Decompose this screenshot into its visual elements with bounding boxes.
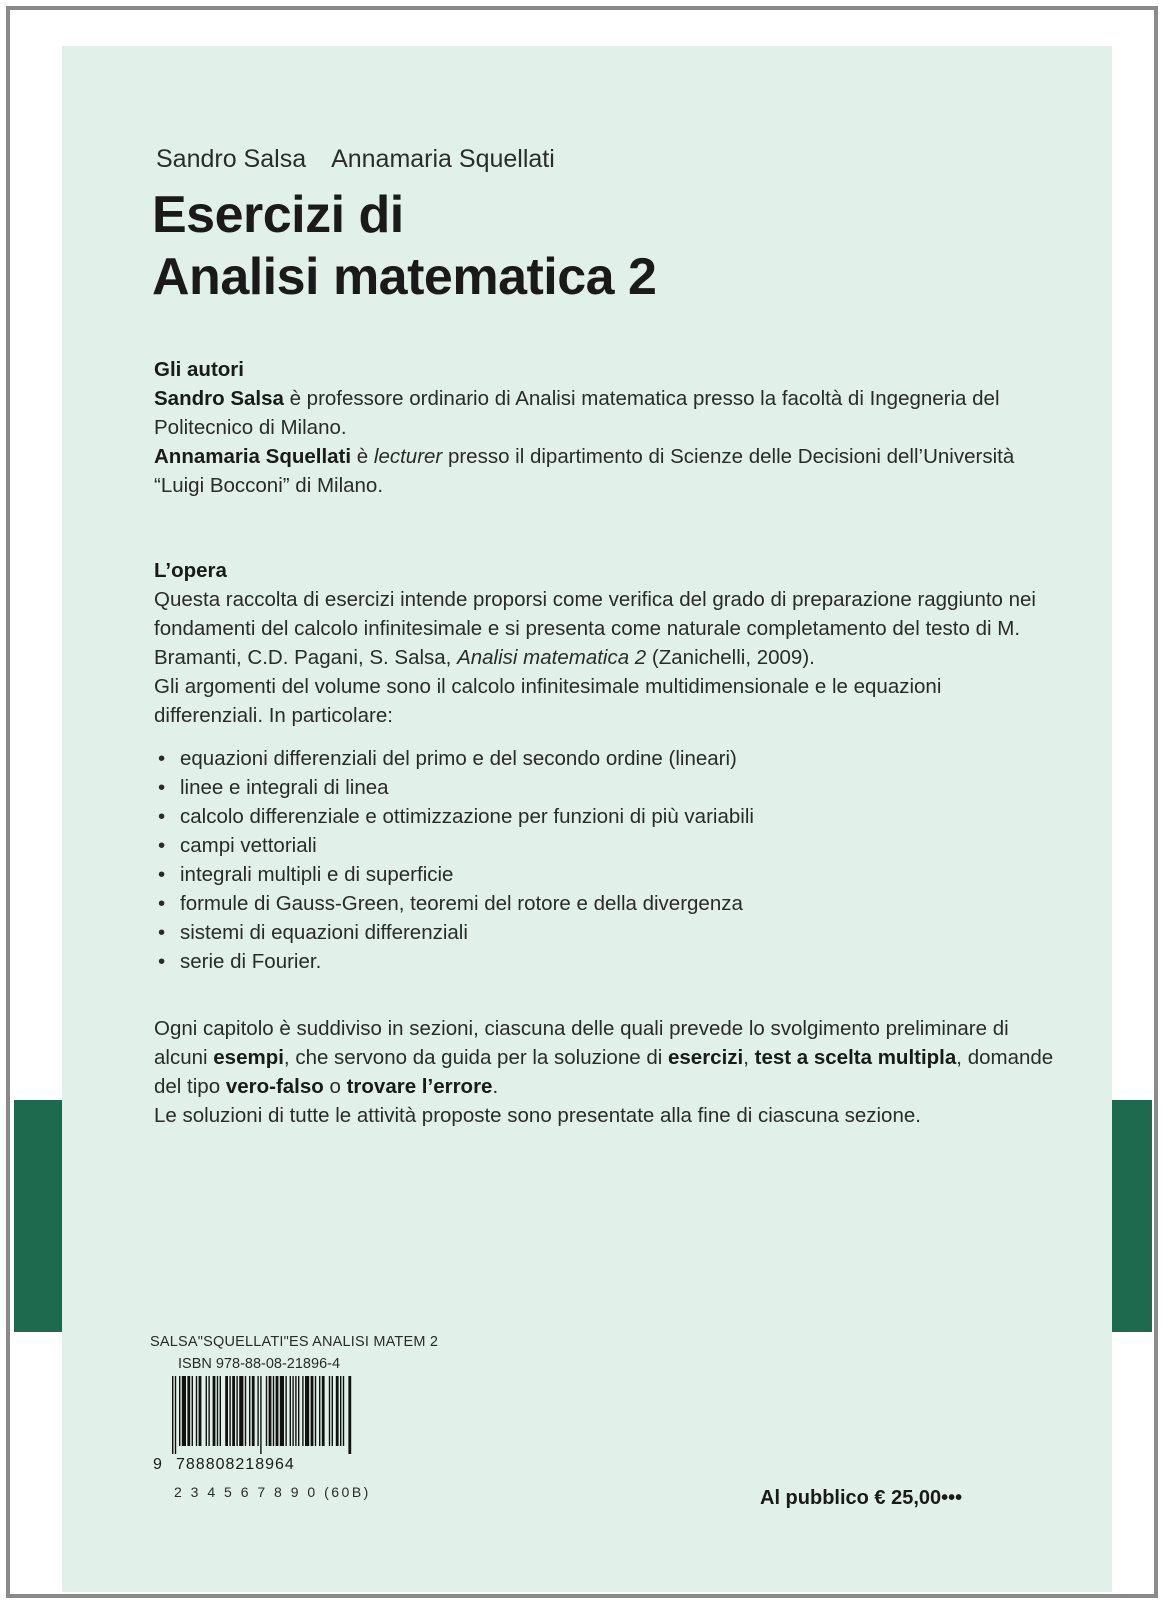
barcode-bar (179, 1376, 180, 1446)
barcode-bar (229, 1376, 230, 1446)
green-band-right (1112, 1100, 1152, 1332)
list-item: • campi vettoriali (154, 831, 1054, 860)
ean-first-digit: 9 (153, 1456, 162, 1473)
barcode-bar (257, 1376, 258, 1446)
cover-author: Annamaria Squellati (331, 145, 555, 173)
barcode-bar (315, 1376, 316, 1446)
list-item: • formule di Gauss-Green, teoremi del rotore e della divergenza (154, 889, 1054, 918)
barcode-bar (196, 1376, 197, 1446)
author-name: Annamaria Squellati (154, 445, 352, 468)
barcode-bar (206, 1376, 207, 1446)
author-bio-text: è (351, 445, 374, 468)
cover-authors (156, 145, 555, 174)
author-bio (154, 384, 1054, 442)
closing-text: . (492, 1075, 499, 1098)
author-role: lecturer (373, 445, 443, 468)
barcode-bar (269, 1376, 272, 1446)
opera-text: Questa raccolta di esercizi intende proporsi come verifica del grado di preparazione raggiunto nei fondamenti del calcolo infinitesimale e si presenta come naturale completamento del testo di M. Bramanti, C.D. Pagani, S. Salsa, (154, 588, 1036, 669)
barcode-bar (322, 1376, 325, 1446)
closing-section (154, 1014, 1054, 1130)
barcode-bar (319, 1376, 320, 1446)
barcode-bar (280, 1376, 284, 1446)
barcode-bar (266, 1376, 267, 1446)
barcode-bar (298, 1376, 299, 1446)
list-item: • serie di Fourier. (154, 947, 1054, 976)
closing-bold: esercizi (667, 1046, 744, 1069)
barcode-bar (329, 1376, 330, 1446)
book-title (152, 184, 656, 308)
author-bio-text: presso il dipartimento di Scienze delle Decisioni dell’Università “Luigi Bocconi” di Milano. (154, 445, 1015, 497)
barcode-bar (199, 1376, 202, 1446)
barcode-bar (285, 1376, 286, 1446)
barcode-bar (332, 1376, 333, 1446)
barcode-bar (305, 1376, 309, 1446)
closing-text: Ogni capitolo è suddiviso in sezioni, ciascuna delle quali prevede lo svolgimento preliminare di alcuni (154, 1017, 1009, 1069)
barcode-bar (290, 1376, 291, 1446)
barcode-bar (236, 1376, 237, 1446)
barcode-bar (172, 1376, 173, 1454)
author-bio-text: è professore ordinario di Analisi matematica presso la facoltà di Ingegneria del Politecnico di Milano. (154, 387, 1000, 439)
closing-bold: esempi (213, 1046, 284, 1069)
closing-paragraph (154, 1014, 1054, 1101)
referenced-book: Analisi matematica 2 (457, 646, 647, 669)
barcode-bar (175, 1376, 176, 1454)
authors-section (154, 355, 1054, 500)
opera-text: (Zanichelli, 2009). (646, 646, 815, 669)
barcode (170, 1376, 354, 1454)
author-name: Sandro Salsa (154, 387, 284, 410)
closing-bold: vero-falso (225, 1075, 324, 1098)
print-code: 2 3 4 5 6 7 8 9 0 (60B) (174, 1484, 371, 1500)
topics-list (154, 744, 1054, 976)
cover-author: Sandro Salsa (156, 145, 307, 173)
barcode-bar (276, 1376, 279, 1446)
barcode-bar (187, 1376, 190, 1446)
ean-digits: 788808218964 (176, 1456, 295, 1473)
barcode-bar (273, 1376, 274, 1446)
barcode-bar (213, 1376, 216, 1446)
book-title-line: Esercizi di (152, 186, 404, 244)
barcode-caption: SALSA"SQUELLATI"ES ANALISI MATEM 2 (150, 1334, 439, 1350)
barcode-bar (182, 1376, 186, 1446)
opera-paragraph: Gli argomenti del volume sono il calcolo infinitesimale multidimensionale e le equazioni differenziali. In particolare: (154, 675, 942, 727)
opera-heading: L’opera (154, 559, 227, 582)
closing-text: o (323, 1075, 347, 1098)
opera-section (154, 556, 1054, 976)
barcode-bar (245, 1376, 246, 1446)
closing-text: , domande del tipo (154, 1046, 1054, 1098)
barcode-bar (340, 1376, 341, 1446)
green-band-left (14, 1100, 62, 1332)
closing-text: , che servono da guida per la soluzione di (283, 1046, 668, 1069)
list-item: • equazioni differenziali del primo e del secondo ordine (lineari) (154, 744, 1054, 773)
barcode-bar (249, 1376, 250, 1446)
barcode-bar (225, 1376, 228, 1446)
opera-paragraph (154, 585, 1054, 672)
list-item: • calcolo differenziale e ottimizzazione per funzioni di più variabili (154, 802, 1054, 831)
barcode-bar (292, 1376, 293, 1446)
barcode-bar (217, 1376, 218, 1446)
isbn-label: ISBN 978-88-08-21896-4 (178, 1356, 341, 1372)
barcode-bar (343, 1376, 344, 1446)
barcode-bar (336, 1376, 339, 1446)
barcode-bar (220, 1376, 221, 1446)
list-item: • linee e integrali di linea (154, 773, 1054, 802)
closing-paragraph: Le soluzioni di tutte le attività proposte sono presentate alla fine di ciascuna sezione. (154, 1104, 921, 1127)
barcode-bar (239, 1376, 243, 1446)
book-title-line: Analisi matematica 2 (152, 248, 657, 306)
list-item: • integrali multipli e di superficie (154, 860, 1054, 889)
barcode-bar (348, 1376, 351, 1454)
barcode-bar (192, 1376, 193, 1446)
closing-text: , (743, 1046, 755, 1069)
barcode-bar (252, 1376, 255, 1446)
price-label: Al pubblico € 25,00••• (760, 1487, 963, 1509)
closing-bold: trovare l’errore (346, 1075, 493, 1098)
barcode-bar (208, 1376, 209, 1446)
closing-bold: test a scelta multipla (754, 1046, 957, 1069)
author-bio (154, 442, 1054, 500)
barcode-bar (232, 1376, 235, 1446)
barcode-bar (302, 1376, 303, 1446)
list-item: • sistemi di equazioni differenziali (154, 918, 1054, 947)
barcode-bar (295, 1376, 296, 1446)
authors-heading: Gli autori (154, 358, 244, 381)
barcode-bar (311, 1376, 314, 1446)
barcode-bar (260, 1376, 261, 1454)
